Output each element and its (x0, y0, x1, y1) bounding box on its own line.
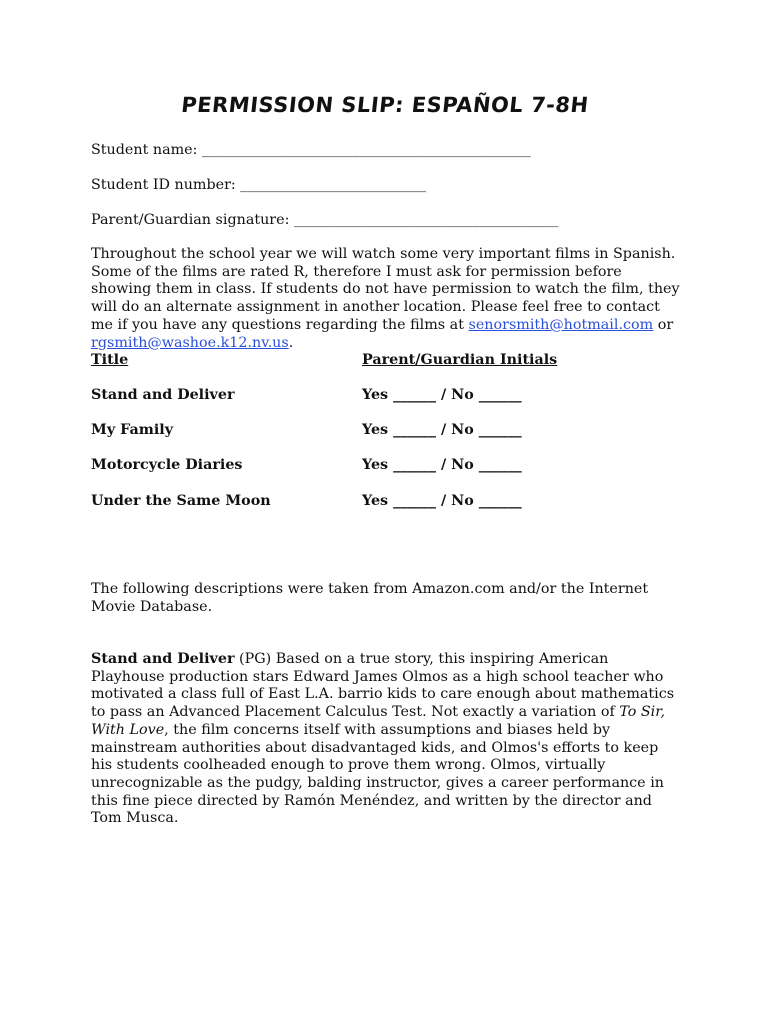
email-link-2[interactable]: rgsmith@washoe.k12.nv.us (91, 334, 289, 351)
signature-field: Parent/Guardian signature: _____________________________________ (91, 212, 559, 228)
description-text-1: (PG) Based on a true story, this inspiring American Playhouse production stars Edward James Olmos as a high school teacher who motivated a class full of East L.A. barrio kids to care enough about mathematics to pass an Advanced Placement Calculus Test. Not exactly a variation of (91, 651, 675, 721)
description-film-title: Stand and Deliver (91, 651, 235, 667)
page-title: PERMISSION SLIP: ESPAÑOL 7-8H (180, 93, 590, 117)
film-row-choice: Yes ______ / No ______ (362, 493, 522, 509)
description-text-2: , the film concerns itself with assumptions and biases held by mainstream authorities about disadvantaged kids, and Olmos's efforts to keep his students coolheaded enough to prove them wrong. Olmos, virtually unrecognizable as the pudgy, balding instructor, gives a career performance in this fine piece directed by Ramón Menéndez, and written by the director and Tom Musca. (91, 721, 664, 827)
intro-text: Throughout the school year we will watch some very important films in Spanish. Some of the films are rated R, therefore I must ask for permission before showing them in class. If students do not have permission to watch the film, they will do an alternate assignment in another location. Please feel free to contact me if you have any questions regarding the films at (91, 246, 680, 333)
table-header-title: Title (91, 352, 129, 368)
email-link-1[interactable]: senorsmith@hotmail.com (468, 316, 654, 333)
table-header-initials: Parent/Guardian Initials (362, 352, 558, 368)
film-row-title: Under the Same Moon (91, 493, 271, 509)
film-row-title: Motorcycle Diaries (91, 457, 243, 473)
sources-note: The following descriptions were taken from Amazon.com and/or the Internet Movie Database. (91, 581, 649, 615)
film-row-title: My Family (91, 422, 174, 438)
description-italic: To Sir, With Love (91, 704, 666, 738)
film-description (91, 651, 683, 828)
student-name-field: Student name: ______________________________________________ (91, 142, 531, 158)
intro-or: or (653, 316, 674, 333)
film-row-choice: Yes ______ / No ______ (362, 457, 522, 473)
intro-paragraph (91, 246, 681, 352)
student-id-field: Student ID number: __________________________ (91, 177, 427, 193)
film-row-choice: Yes ______ / No ______ (362, 387, 522, 403)
film-row-title: Stand and Deliver (91, 387, 235, 403)
film-row-choice: Yes ______ / No ______ (362, 422, 522, 438)
intro-end: . (288, 334, 294, 351)
